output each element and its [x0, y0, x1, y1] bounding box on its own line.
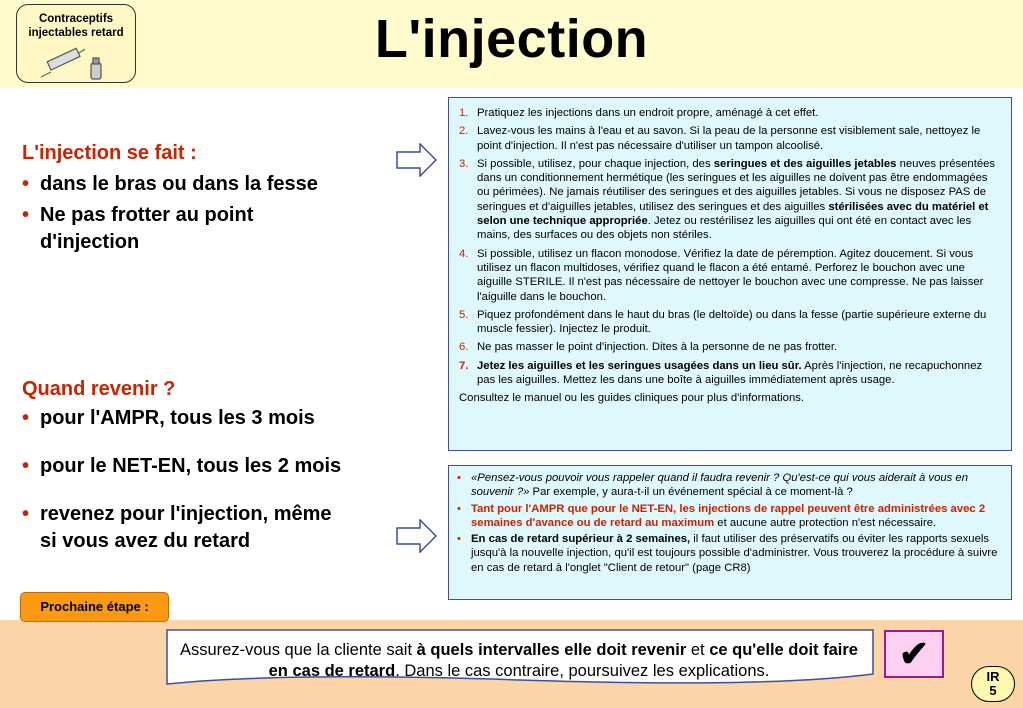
advice-bold: En cas de retard supérieur à 2 semaines,	[471, 533, 691, 546]
bullet-text-continued: d'injection	[40, 231, 140, 253]
badge-line-2: injectables retard	[28, 27, 124, 39]
right-arrow-icon	[396, 519, 438, 553]
right-arrow-icon	[396, 143, 438, 177]
bullet-glyph: •	[22, 407, 30, 429]
ref-line-1: IR	[986, 669, 1000, 684]
bullet-glyph: •	[457, 472, 461, 484]
step-text-bold: Jetez les aiguilles et les seringues usagées dans un lieu sûr.	[477, 359, 802, 372]
step-item	[459, 359, 1001, 388]
bullet-item	[22, 501, 402, 555]
step-text: Ne pas masser le point d'injection. Dites à la personne de ne pas frotter.	[477, 341, 838, 354]
advice-item	[457, 471, 1001, 500]
advice-highlight: Tant pour l'AMPR que pour le NET-EN, les injections de rappel peuvent être administrées avec 2 semaines d'avance ou de retard au maximum	[471, 502, 986, 529]
step-text: Si possible, utilisez un flacon monodose. Vérifiez la date de péremption. Agitez doucement. Si vous utilisez un flacon multidoses, vérifiez quand le flacon a été entamé. Perforez le bouchon avec une aiguille STERILE. Il n'est pas nécessaire de nettoyer le bouchon avec une compresse. Ne pas laisser l'aiguille dans le bouchon.	[477, 247, 984, 303]
bullet-text: pour le NET-EN, tous les 2 mois	[40, 455, 342, 477]
step-text: Pratiquez les injections dans un endroit propre, aménagé à cet effet.	[477, 107, 819, 119]
return-advice-box	[448, 465, 1012, 600]
bullet-text: Ne pas frotter au point	[40, 204, 254, 226]
page-title: L'injection	[374, 9, 649, 69]
step-text-bold: stérilisées avec du matériel et selon une technique appropriée	[477, 200, 989, 228]
step-number: 6.	[459, 341, 469, 354]
advice-item	[457, 502, 1001, 531]
section-heading-injection: L'injection se fait :	[22, 142, 197, 164]
step-text-part: . Jetez ou restérilisez les aiguilles qui ont été en contact avec les mains, des surfaces ou des objets non stériles.	[477, 215, 972, 242]
banner-text-part: Assurez-vous que la cliente sait	[180, 641, 417, 659]
bullet-item	[22, 453, 402, 480]
checkmark-icon[interactable]: ✔	[884, 630, 944, 678]
ref-line-2: 5	[989, 683, 997, 698]
step-item	[459, 340, 1001, 354]
step-item	[459, 106, 1001, 120]
step-number: 4.	[459, 247, 469, 260]
bullet-glyph: •	[457, 502, 461, 515]
bullet-item	[22, 171, 402, 198]
section-heading-return: Quand revenir ?	[22, 378, 176, 400]
step-number: 3.	[459, 157, 469, 170]
step-number: 2.	[459, 125, 469, 138]
bullet-glyph: •	[457, 533, 461, 546]
injection-steps-box	[448, 97, 1012, 451]
bullet-item	[22, 405, 402, 432]
bullet-text: dans le bras ou dans la fesse	[40, 173, 318, 195]
step-number: 5.	[459, 308, 469, 321]
banner-text-part: . Dans le cas contraire, poursuivez les explications.	[395, 662, 770, 680]
banner-text-bold: à quels intervalles elle doit revenir	[416, 641, 687, 659]
step-number: 1.	[459, 107, 469, 119]
advice-item	[457, 532, 1001, 575]
box-footer-note: Consultez le manuel ou les guides cliniques pour plus d'informations.	[459, 392, 805, 405]
step-item	[459, 157, 1001, 243]
summary-banner-text	[172, 640, 866, 682]
step-item	[459, 124, 1001, 153]
bullet-glyph: •	[22, 204, 30, 226]
step-text-bold: seringues et des aiguilles jetables	[713, 157, 897, 170]
bullet-glyph: •	[22, 503, 30, 525]
bullet-text-continued: si vous avez du retard	[40, 530, 251, 552]
advice-text: Par exemple, y aura-t-il un événement spécial à ce moment-là ?	[529, 486, 853, 499]
step-text: Lavez-vous les mains à l'eau et au savon. Si la peau de la personne est visiblement sale, nettoyez le point d'injection. Il n'est pas nécessaire d'utiliser un tampon alcoolisé.	[477, 125, 981, 152]
step-number: 7.	[459, 359, 469, 372]
advice-quote: «Pensez-vous pouvoir vous rappeler quand il faudra revenir ? Qu'est-ce qui vous aiderait à vous en souvenir ?»	[471, 472, 968, 499]
step-item	[459, 247, 1001, 304]
advice-text: il faut utiliser des préservatifs ou éviter les rapports sexuels jusqu'à la nouvelle injection, qu'il est toujours possible d'administrer. Vous trouverez la procédure à suivre en cas de retard à l'onglet "Client de retour" (page CR8)	[471, 533, 998, 574]
step-text-part: neuves présentées dans un conditionnement hermétique (les seringues et les aiguilles ne doivent pas être endommagées ou périmées). Ne jamais réutiliser des seringues et des aiguilles jetables. Si vous ne disposez PAS de seringues et d'aiguilles jetables, utilisez des seringues et des aiguilles	[477, 157, 996, 213]
bullet-glyph: •	[22, 455, 30, 477]
advice-text: et aucune autre protection n'est nécessaire.	[714, 516, 937, 529]
step-text-part: Après l'injection, ne recapuchonnez pas les aiguilles. Mettez les dans une boîte à aiguilles immédiatement après usage.	[477, 359, 983, 387]
bullet-item	[22, 202, 402, 256]
bullet-text: revenez pour l'injection, même	[40, 503, 332, 525]
banner-text-part: et	[686, 641, 710, 659]
step-text-part: Si possible, utilisez, pour chaque injection, des	[477, 157, 714, 170]
step-item	[459, 308, 1001, 337]
badge-line-1: Contraceptifs	[38, 13, 114, 25]
banner-text-bold: ce qu'elle doit faire en cas de retard	[268, 641, 858, 680]
step-text: Piquez profondément dans le haut du bras (le deltoïde) ou dans la fesse (partie supérieure externe du muscle fessier). Injectez le produit.	[477, 308, 987, 336]
next-step-button[interactable]: Prochaine étape :	[20, 592, 169, 622]
page-reference-badge	[971, 666, 1015, 702]
left-column	[22, 142, 402, 555]
bullet-text: pour l'AMPR, tous les 3 mois	[40, 407, 315, 429]
bullet-glyph: •	[22, 173, 30, 195]
